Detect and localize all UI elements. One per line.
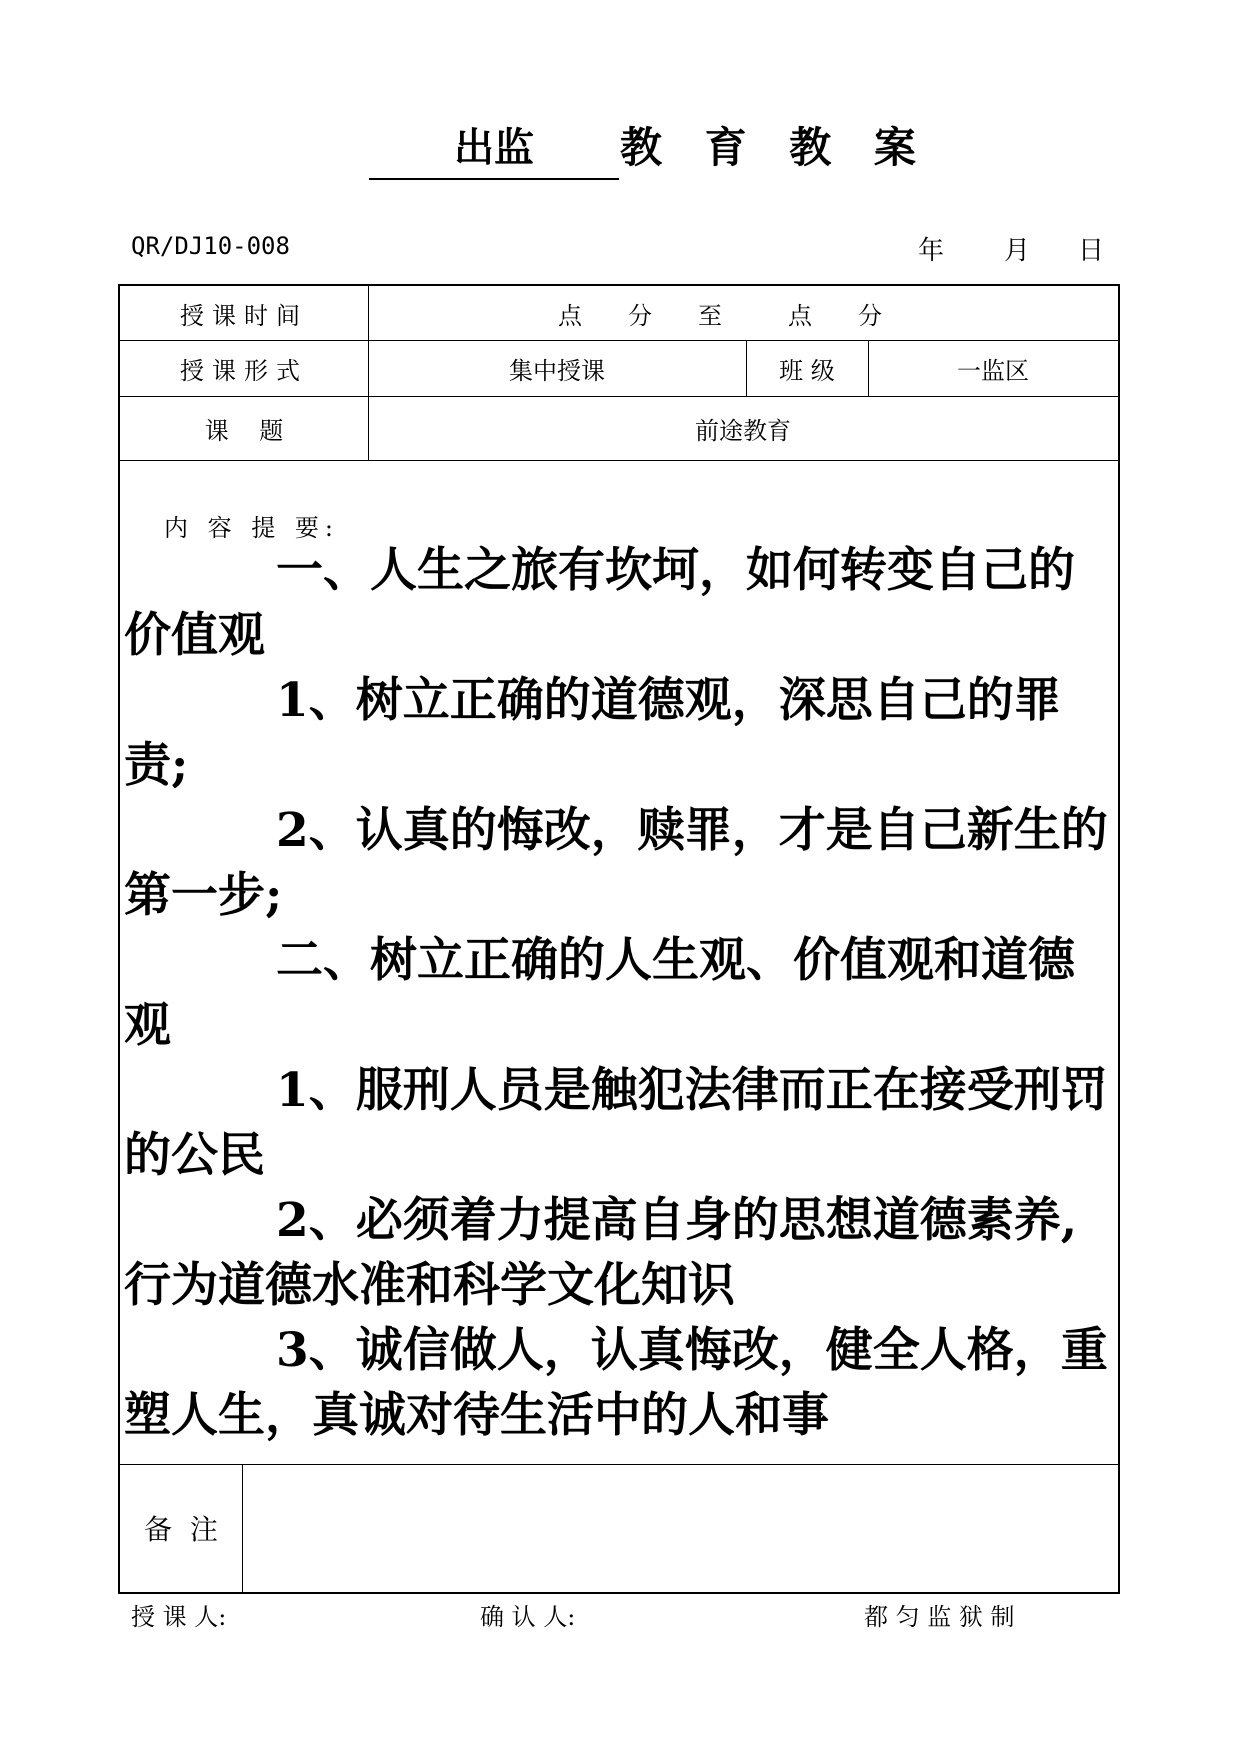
date-day: 日 [1078,236,1105,266]
time-label: 授课时间 [180,301,308,330]
title-suffix: 教 育 教 案 [620,123,930,172]
lesson-plan-form [118,284,1120,1594]
class-value[interactable]: 一监区 [957,356,1029,385]
content-heading: 内 容 提 要: [164,514,339,542]
format-label: 授课形式 [180,356,308,385]
content-paragraph: 2、认真的悔改，赎罪，才是自己新生的第一步; [124,803,1108,923]
time-value[interactable] [368,286,1118,340]
topic-label: 课 题 [204,416,284,445]
time-part: 至 [698,301,722,330]
content-paragraph: 1、服刑人员是触犯法律而正在接受刑罚的公民 [124,1063,1108,1183]
document-title [0,118,1241,188]
format-value[interactable]: 集中授课 [509,356,605,385]
topic-value[interactable]: 前途教育 [695,416,791,445]
content-paragraph: 二、树立正确的人生观、价值观和道德观 [124,933,1075,1053]
title-fill-in: 出监 [369,118,619,180]
row-divider [120,460,1118,461]
class-label: 班 级 [779,356,835,385]
time-part: 点 [558,301,582,330]
remarks-label: 备 注 [144,1513,218,1546]
document-code: QR/DJ10-008 [131,232,290,260]
content-paragraph: 3、诚信做人，认真悔改，健全人格，重塑人生，真诚对待生活中的人和事 [124,1323,1108,1443]
content-paragraph: 一、人生之旅有坎坷，如何转变自己的价值观 [124,543,1075,663]
issuer-name: 都 匀 监 狱 制 [864,1603,1015,1631]
confirmer-signature: 确 认 人: [480,1603,576,1631]
time-part: 点 [788,301,812,330]
content-paragraph: 1、树立正确的道德观，深思自己的罪责; [124,673,1061,793]
time-part: 分 [858,301,882,330]
remarks-value[interactable] [242,1464,1118,1592]
lecturer-signature: 授 课 人: [131,1603,227,1631]
content-paragraph: 2、必须着力提高自身的思想道德素养,行为道德水准和科学文化知识 [124,1193,1078,1313]
time-part: 分 [628,301,652,330]
content-body[interactable] [124,538,1114,1448]
date-month: 月 [1004,236,1031,266]
date-year: 年 [918,236,945,266]
